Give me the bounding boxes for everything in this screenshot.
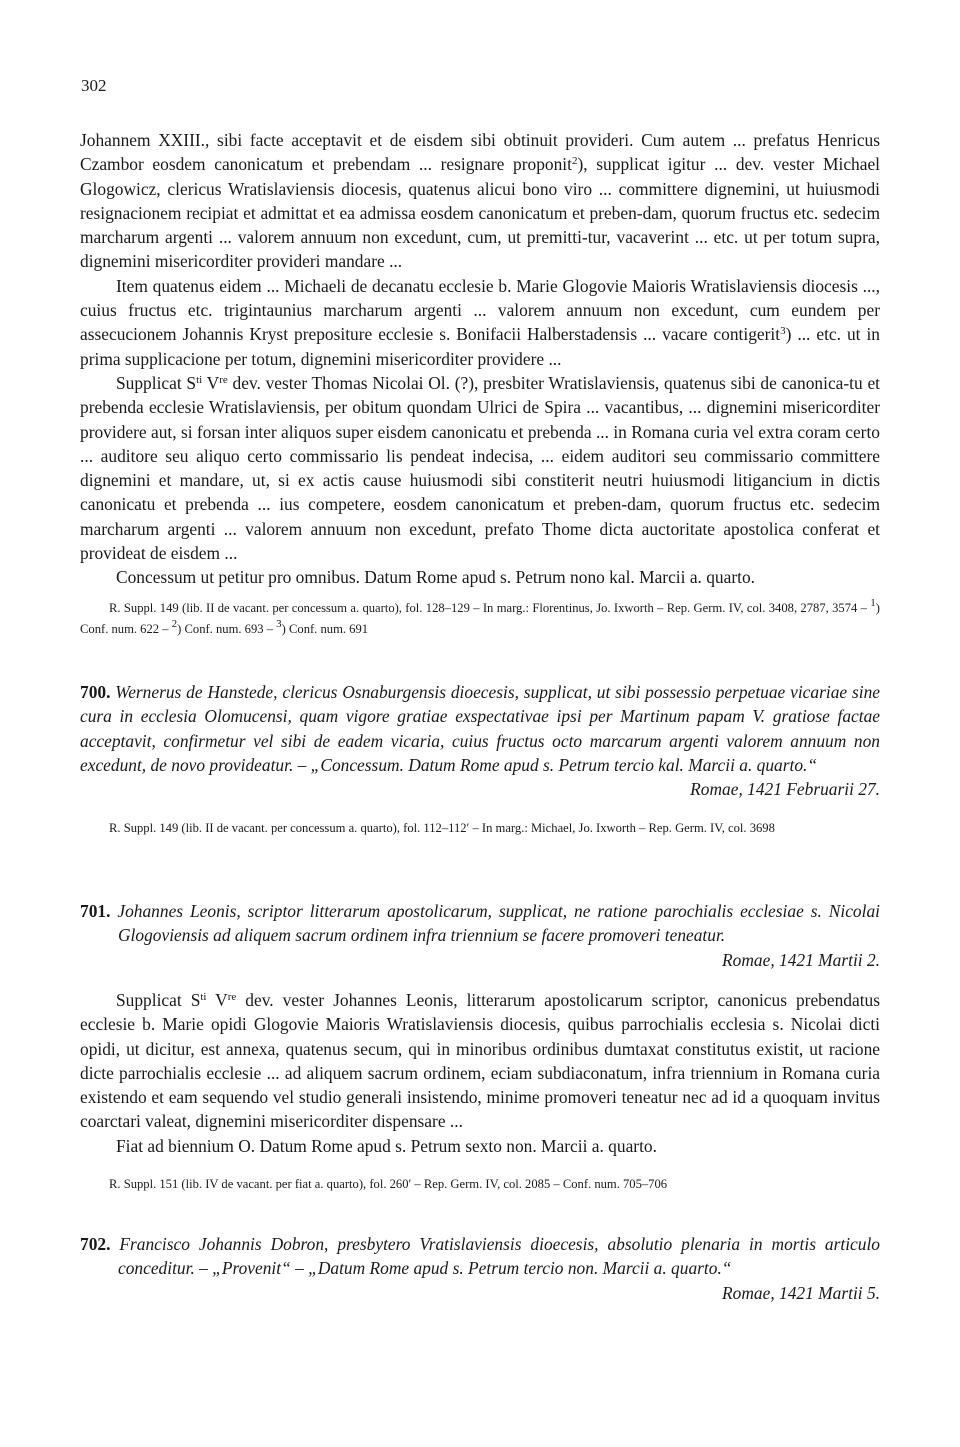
footnote-ref: 3 [780,325,786,338]
footnote-ref: 2 [571,155,578,168]
paragraph: Supplicat $S^{ti}$ Vre dev. vester Johannes Leonis, litterarum apostolicarum scriptor, canonicus prebendatus ecclesie b. Marie opidi Glogovie Maioris Wratislaviensis diocesis, quibus parrochialis ecclesia s. Nicolai dicti opidi, ut dicitur, est annexa, quatenus secum, qui in minoribus ordinibus dumtaxat constitutus existit, ut racione dicte parrochialis ecclesie ... ad aliquem sacrum ordinem, eciam subdiaconatum, infra triennium in Romana curia existendo et eam sequendo vel studio generali insistendo, minime promoveri teneatur nec ad id a quoquam invitus coarctari valeat, dignemini misericorditer dispensare ... [80,990,881,1132]
entry-date: Romae, 1421 Martii 2. [722,949,880,970]
entry-date: Romae, 1421 Martii 5. [722,1282,880,1303]
entry-700-note [80,818,880,839]
entry-702 [80,1232,880,1305]
archival-note: R. Suppl. 149 (lib. II de vacant. per concessum a. quarto), fol. 128–129 – In marg.: Florentinus, Jo. Ixworth – Rep. Germ. IV, col. 3408, 2787, 3574 – $^1$) Conf. num. 622 – $^2$) Conf. num. 693 – $^3$) Conf. num. 691 [80,597,880,636]
paragraph: Fiat ad biennium O. Datum Rome apud s. Petrum sexto non. Marcii a. quarto. [116,1135,657,1156]
paragraph: Item quatenus eidem ... Michaeli de decanatu ecclesie b. Marie Glogovie Maioris Wratislaviensis diocesis ..., cuius fructus etc. trigintaunius marcharum argenti ... valorem annuum non excedunt, cum eundem per assecucionem Johannis Kryst prepositure ecclesie s. Bonifacii Halberstadensis ... vacare contigerit$^3$) ... etc. ut in prima supplicacione per totum, dignemini misericorditer providere ... [80,275,880,369]
paragraph: Johannem XXIII., sibi facte acceptavit et de eisdem sibi obtinuit provideri. Cum autem ... prefatus Henricus Czambor eosdem canonicatum et prebendam ... resignare proponit$^2$), supplicat igitur ... dev. vester Michael Glogowicz, clericus Wratislaviensis diocesis, quatenus alicui bono viro ... committere dignemini, ut huiusmodi resignacionem recipiat et admittat et ea admissa eosdem canonicatum et preben-dam, quorum fructus etc. sedecim marcharum argenti ... valorem annuum non excedunt, cum, ut premitti-tur, vacaverint ... etc. ut per totum supra, dignemini misericorditer provideri mandare ... [80,130,880,272]
footnote-block [80,598,880,639]
archival-note: R. Suppl. 151 (lib. IV de vacant. per fiat a. quarto), fol. 260′ – Rep. Germ. IV, col. 2085 – Conf. num. 705–706 [109,1177,668,1191]
paragraph: Supplicat $S^{ti}$ Vre dev. vester Thomas Nicolai Ol. (?), presbiter Wratislaviensis, quatenus sibi de canonica-tu et prebenda ecclesie Wratislaviensis, per obitum quondam Ulrici de Spira ... vacantibus, ... dignemini misericorditer providere aut, si forsan inter aliquos super eisdem canonicatu et prebenda ... in Romana curia vel extra coram certo ... auditore seu aliquo certo commissario lis pendeat indecisa, ... eidem auditori seu commissario committere dignemini et mandare, ut, si ex actis cause huiusmodi sibi constiterit neutri huiusmodi litigancium in dictis canonicatu et prebenda ... ius competere, eosdem canonicatum et preben-dam, quorum fructus etc. sedecim marcharum argenti ... valorem annuum non excedunt, prefato Thome dicta auctoritate apostolica conferat et provideat de eisdem ... [80,372,880,564]
entry-summary: 702. Francisco Johannis Dobron, presbytero Vratislaviensis dioecesis, absolutio plenaria in mortis articulo conceditur. – „Provenit“ – „Datum Rome apud s. Petrum tercio non. Marcii a. quarto.“ [80,1234,880,1279]
entry-date: Romae, 1421 Februarii 27. [690,779,880,800]
continuation-text [80,128,880,590]
entry-summary: 701. Johannes Leonis, scriptor litterarum apostolicarum, supplicat, ne ratione parochialis ecclesiae s. Nicolai Glogoviensis ad aliquem sacrum ordinem infra triennium se facere promoveri teneatur. [80,901,880,946]
entry-number: 701. [80,901,111,921]
paragraph: Concessum ut petitur pro omnibus. Datum Rome apud s. Petrum nono kal. Marcii a. quarto. [116,567,756,588]
page-number: 302 [81,76,107,95]
entry-number: 702. [80,1234,111,1254]
entry-700 [80,680,880,801]
archival-note: R. Suppl. 149 (lib. II de vacant. per concessum a. quarto), fol. 112–112′ – In marg.: Michael, Jo. Ixworth – Rep. Germ. IV, col. 3698 [109,821,775,835]
entry-701-text [80,988,880,1158]
entry-701-note [80,1174,880,1195]
entry-number: 700. [80,682,111,702]
entry-summary: 700. Wernerus de Hanstede, clericus Osnaburgensis dioecesis, supplicat, ut sibi possessio perpetuae vicariae sine cura in ecclesia Olomucensi, quam vigore gratiae exspectativae ipsi per Martinum papam V. gratiose factae acceptavit, confirmetur vel sibi de eadem vicaria, cuius fructus octo marcarum argenti valorem annuum non excedunt, de novo provideatur. – „Concessum. Datum Rome apud s. Petrum tercio kal. Marcii a. quarto.“ [80,682,880,775]
entry-701 [80,899,880,972]
